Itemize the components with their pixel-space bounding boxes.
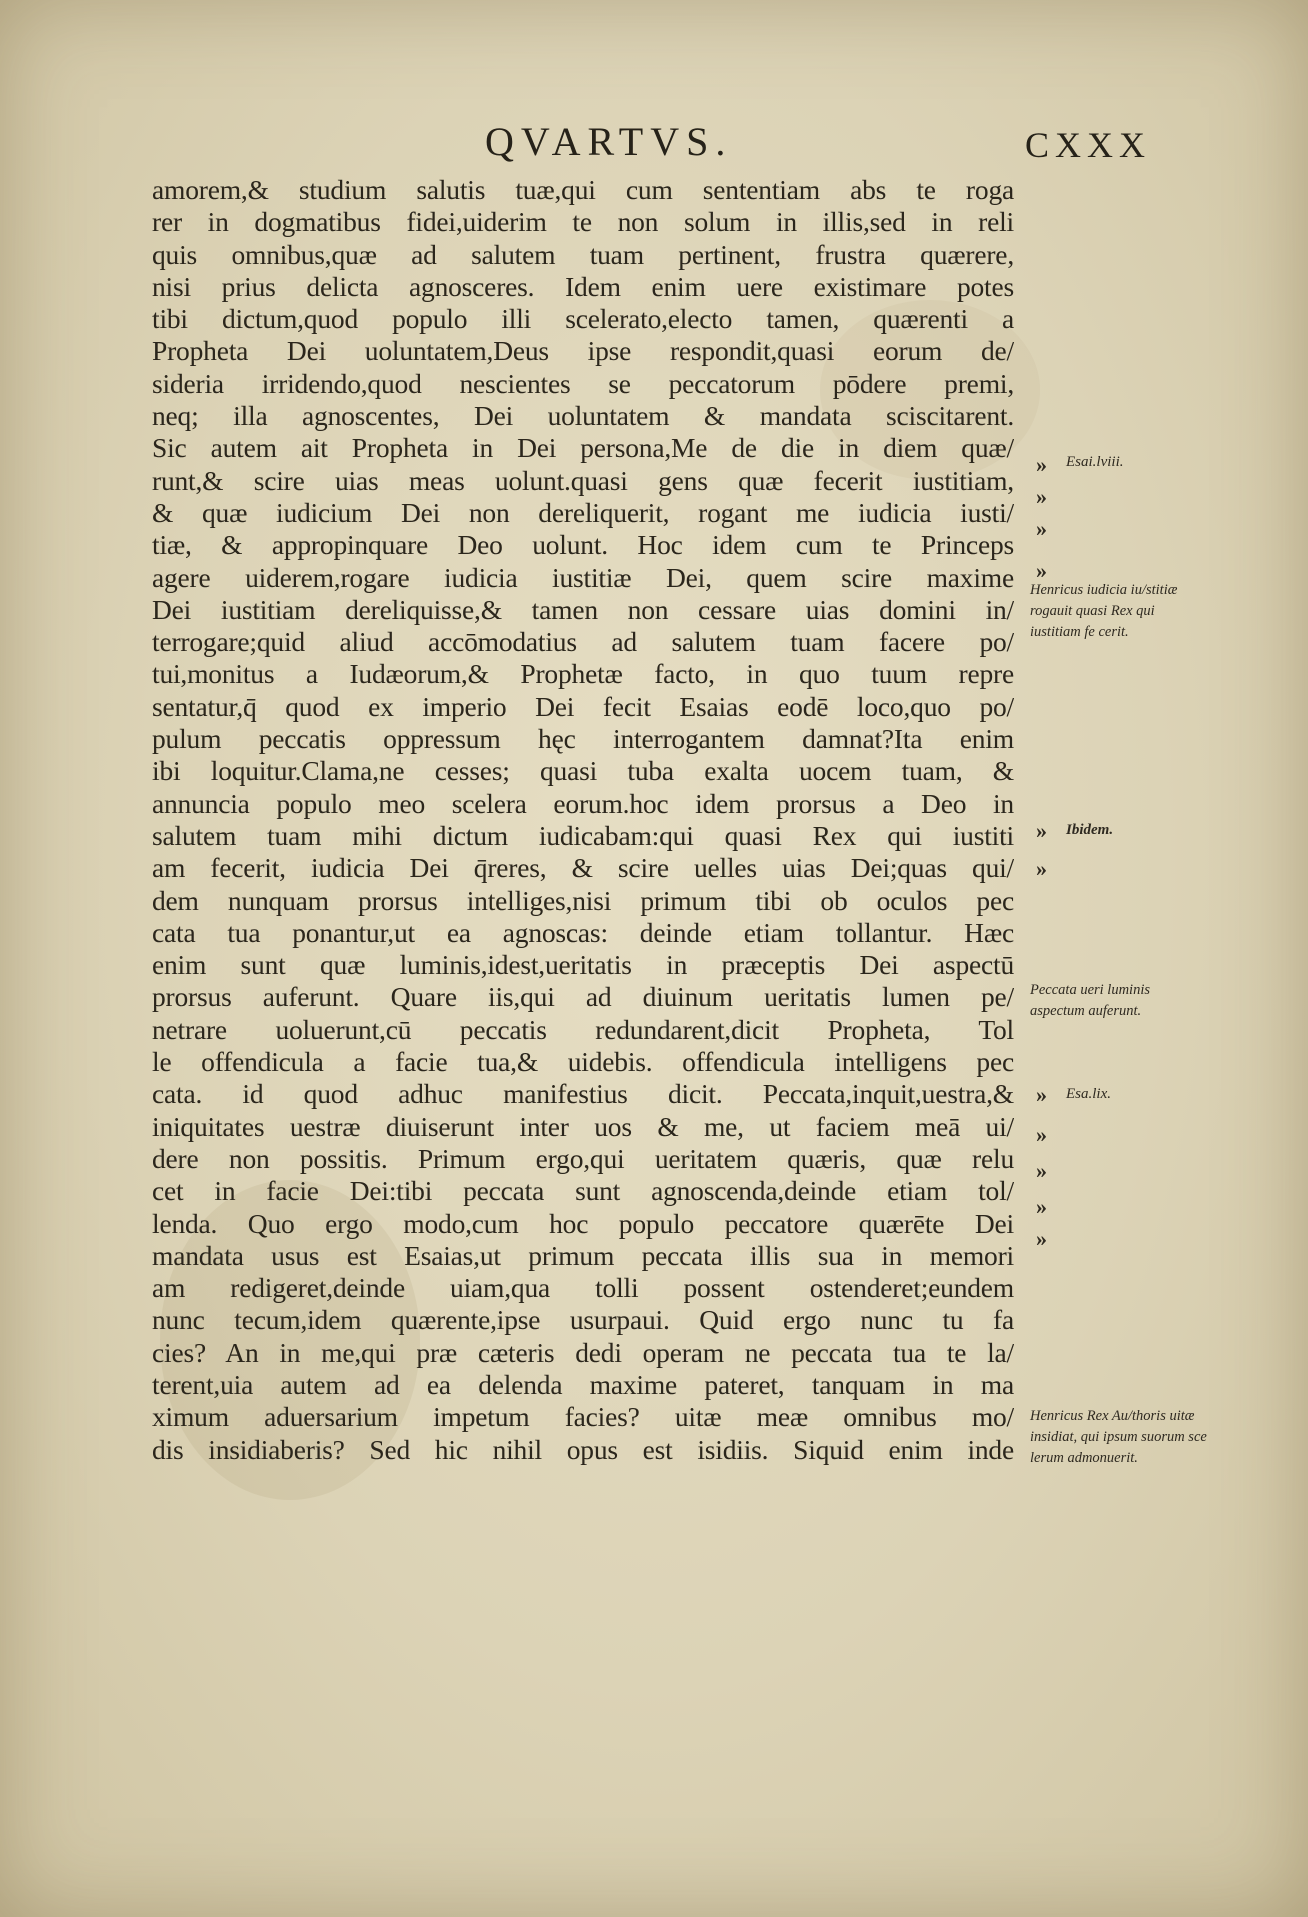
quote-mark: »	[1036, 1226, 1047, 1251]
quote-mark: »	[1036, 1082, 1047, 1107]
margin-note-peccata: Peccata ueri luminis aspectum auferunt.	[1030, 982, 1151, 1019]
text-line: terent,uia autem ad ea delenda maxime pateret, tanquam in ma	[152, 1368, 1014, 1400]
text-line: cata tua ponantur,ut ea agnoscas: deinde etiam tollantur. Hæc	[152, 916, 1014, 948]
text-line: Sic autem ait Propheta in Dei persona,Me de die in diem quæ/	[152, 432, 1014, 464]
text-line: nunc tecum,idem quærente,ipse usurpaui. Quid ergo nunc tu fa	[152, 1304, 1014, 1336]
quote-mark: »	[1036, 516, 1047, 541]
main-text-block	[152, 174, 1014, 1466]
page-header	[0, 118, 1308, 178]
text-line: cet in facie Dei:tibi peccata sunt agnoscenda,deinde etiam tol/	[152, 1175, 1014, 1207]
text-line: salutem tuam mihi dictum iudicabam:qui quasi Rex qui iustiti	[152, 819, 1014, 851]
text-line: Propheta Dei uoluntatem,Deus ipse respondit,quasi eorum de/	[152, 335, 1014, 367]
text-line: nisi prius delicta agnosceres. Idem enim uere existimare potes	[152, 270, 1014, 302]
margin-ref-esai-lviii: Esai.lviii.	[1066, 454, 1124, 470]
text-line: amorem,& studium salutis tuæ,qui cum sententiam abs te roga	[152, 174, 1014, 205]
text-line: netrare uoluerunt,cū peccatis redundarent,dicit Propheta, Tol	[152, 1013, 1014, 1045]
text-line: ibi loquitur.Clama,ne cesses; quasi tuba exalta uocem tuam, &	[152, 755, 1014, 787]
text-line: & quæ iudicium Dei non dereliquerit, rogant me iudicia iusti/	[152, 496, 1014, 528]
text-line: prorsus auferunt. Quare iis,qui ad diuinum ueritatis lumen pe/	[152, 981, 1014, 1013]
text-line: am fecerit, iudicia Dei q̄reres, & scire uelles uias Dei;quas qui/	[152, 852, 1014, 884]
text-line: pulum peccatis oppressum hęc interrogantem damnat?Ita enim	[152, 723, 1014, 755]
quote-mark: »	[1036, 1158, 1047, 1183]
margin-ref-esa-lix: Esa.lix.	[1066, 1086, 1111, 1102]
text-line: quis omnibus,quæ ad salutem tuam pertinent, frustra quærere,	[152, 238, 1014, 270]
text-line: sentatur,q̄ quod ex imperio Dei fecit Esaias eodē loco,quo po/	[152, 690, 1014, 722]
text-line: enim sunt quæ luminis,idest,ueritatis in præceptis Dei aspectū	[152, 949, 1014, 981]
text-line: tiæ, & appropinquare Deo uolunt. Hoc idem cum te Princeps	[152, 529, 1014, 561]
text-line: runt,& scire uias meas uolunt.quasi gens quæ fecerit iustitiam,	[152, 464, 1014, 496]
quote-mark: »	[1036, 452, 1047, 477]
margin-ref-ibidem: Ibidem.	[1066, 822, 1114, 838]
quote-mark: »	[1036, 818, 1047, 843]
text-line: ximum aduersarium impetum facies? uitæ meæ omnibus mo/	[152, 1401, 1014, 1433]
quote-mark: »	[1036, 484, 1047, 509]
text-line: tibi dictum,quod populo illi scelerato,electo tamen, quærenti a	[152, 303, 1014, 335]
text-line: dem nunquam prorsus intelliges,nisi primum tibi ob oculos pec	[152, 884, 1014, 916]
text-line: le offendicula a facie tua,& uidebis. offendicula intelligens pec	[152, 1046, 1014, 1078]
text-line: dis insidiaberis? Sed hic nihil opus est isidiis. Siquid enim inde	[152, 1433, 1014, 1465]
text-line: agere uiderem,rogare iudicia iustitiæ Dei, quem scire maxime	[152, 561, 1014, 593]
quote-mark: »	[1036, 1194, 1047, 1219]
text-line: sideria irridendo,quod nescientes se peccatorum pōdere premi,	[152, 367, 1014, 399]
margin-note-henricus-iudicia: Henricus iudicia iu/stitiæ rogauit quasi Rex qui iustitiam fe cerit.	[1030, 582, 1178, 640]
text-line: cies? An in me,qui præ cæteris dedi operam ne peccata tua te la/	[152, 1336, 1014, 1368]
text-line: lenda. Quo ergo modo,cum hoc populo peccatore quærēte Dei	[152, 1207, 1014, 1239]
text-line: mandata usus est Esaias,ut primum peccata illis sua in memori	[152, 1239, 1014, 1271]
text-line: dere non possitis. Primum ergo,qui ueritatem quæris, quæ relu	[152, 1142, 1014, 1174]
text-line: Dei iustitiam dereliquisse,& tamen non cessare uias domini in/	[152, 593, 1014, 625]
text-line: tui,monitus a Iudæorum,& Prophetæ facto, in quo tuum repre	[152, 658, 1014, 690]
quote-mark: »	[1036, 856, 1047, 881]
text-line: am redigeret,deinde uiam,qua tolli possent ostenderet;eundem	[152, 1272, 1014, 1304]
text-line: neq; illa agnoscentes, Dei uoluntatem & mandata sciscitarent.	[152, 400, 1014, 432]
folio-number: CXXX	[1025, 125, 1152, 165]
text-line: annuncia populo meo scelera eorum.hoc idem prorsus a Deo in	[152, 787, 1014, 819]
quote-mark: »	[1036, 1122, 1047, 1147]
text-line: terrogare;quid aliud accōmodatius ad salutem tuam facere po/	[152, 626, 1014, 658]
running-title: QVARTVS.	[485, 119, 733, 164]
text-line: iniquitates uestræ diuiserunt inter uos & me, ut faciem meā ui/	[152, 1110, 1014, 1142]
quote-mark: »	[1036, 558, 1047, 583]
margin-note-henricus-rex: Henricus Rex Au/thoris uitæ insidiat, qui ipsum suorum sce lerum admonuerit.	[1030, 1408, 1207, 1466]
text-line: rer in dogmatibus fidei,uiderim te non solum in illis,sed in reli	[152, 206, 1014, 238]
text-line: cata. id quod adhuc manifestius dicit. Peccata,inquit,uestra,&	[152, 1078, 1014, 1110]
